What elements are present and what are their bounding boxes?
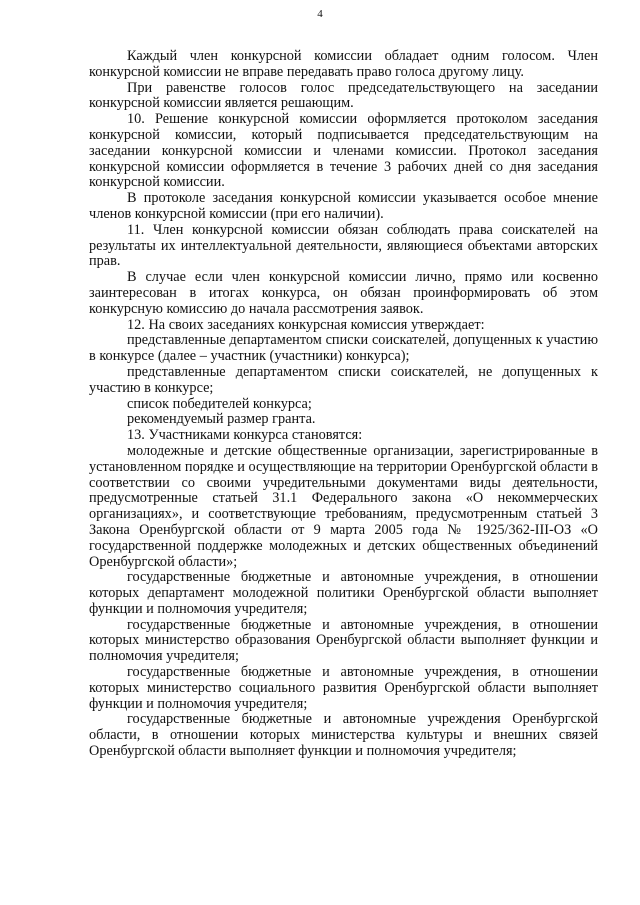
paragraph-10-protocol: 10. Решение конкурсной комиссии оформляется протоколом заседания конкурсной комиссии, который подписывается председательствующим на заседании конкурсной комиссии и членами комиссии. Протокол заседания конкурсной комиссии оформляется в течение 3 рабочих дней со дня заседания конкурсной комиссии. <box>89 111 598 191</box>
list-item-education-ministry: государственные бюджетные и автономные учреждения, в отношении которых министерство образования Оренбургской области выполняет функции и полномочия учредителя; <box>89 616 598 665</box>
list-item-social-development-ministry: государственные бюджетные и автономные учреждения, в отношении которых министерство социального развития Оренбургской области выполняет функции и полномочия учредителя; <box>89 664 598 712</box>
list-item-winners: список победителей конкурса; <box>127 395 312 412</box>
paragraph-13-participants: 13. Участниками конкурса становятся: <box>127 427 363 444</box>
list-item-youth-organizations: молодежные и детские общественные организации, зарегистрированные в установленном порядке и осуществляющие на территории Оренбургской области в соответствии со своими учредительными документами виды деятельности, предусмотренные статьей 31.1 Федерального закона «О некоммерческих организациях», и соответствующие требованиям, предусмотренным статьей 3 Закона Оренбургской области от 9 марта 2005 года № 1925/362-III-ОЗ «О государственной поддержке молодежных и детских общественных объединений Оренбургской области»; <box>89 442 598 570</box>
list-item-grant-size: рекомендуемый размер гранта. <box>127 411 316 428</box>
list-item-not-admitted: представленные департаментом списки соискателей, не допущенных к участию в конкурсе; <box>89 363 598 396</box>
paragraph-conflict-of-interest: В случае если член конкурсной комиссии лично, прямо или косвенно заинтересован в итогах конкурса, он обязан проинформировать об этом конкурсную комиссию до начала рассмотрения заявок. <box>89 269 598 317</box>
page-number: 4 <box>317 8 323 20</box>
list-item-admitted: представленные департаментом списки соискателей, допущенных к участию в конкурсе (далее – участник (участники) конкурса); <box>89 332 598 365</box>
document-body <box>89 49 598 760</box>
paragraph-dissent: В протоколе заседания конкурсной комиссии указывается особое мнение членов конкурсной комиссии (при его наличии). <box>89 190 598 222</box>
paragraph-vote: Каждый член конкурсной комиссии обладает одним голосом. Член конкурсной комиссии не вправе передавать право голоса другому лицу. <box>89 48 598 80</box>
list-item-culture-ministry: государственные бюджетные и автономные учреждения Оренбургской области, в отношении которых министерства культуры и внешних связей Оренбургской области выполняет функции и полномочия учредителя; <box>89 711 598 760</box>
paragraph-tie-vote: При равенстве голосов голос председательствующего на заседании конкурсной комиссии является решающим. <box>89 79 598 112</box>
paragraph-12-approves: 12. На своих заседаниях конкурсная комиссия утверждает: <box>127 316 485 333</box>
paragraph-11-rights: 11. Член конкурсной комиссии обязан соблюдать права соискателей на результаты их интеллектуальной деятельности, являющиеся объектами авторских прав. <box>89 221 598 270</box>
list-item-youth-policy-department: государственные бюджетные и автономные учреждения, в отношении которых департамент молодежной политики Оренбургской области выполняет функции и полномочия учредителя; <box>89 569 598 617</box>
